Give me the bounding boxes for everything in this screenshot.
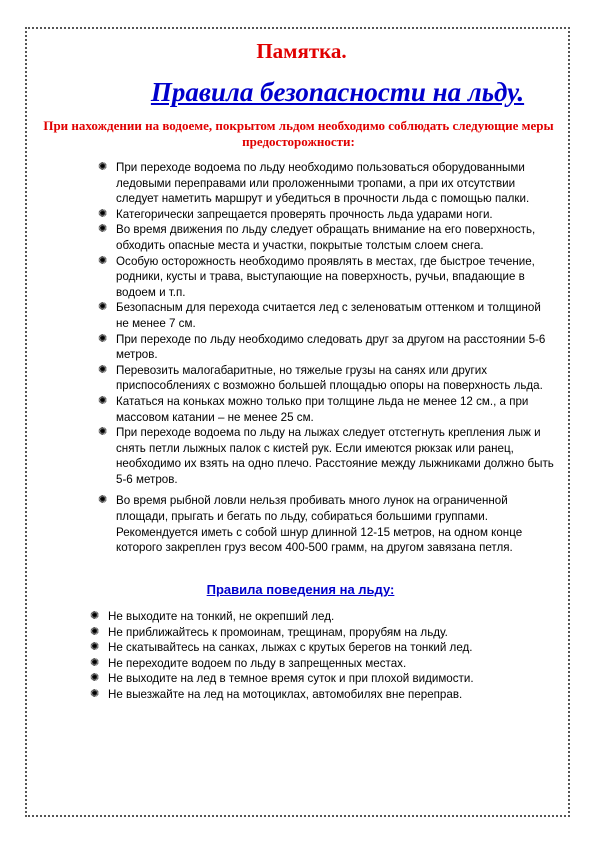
list-item: ✺ При переходе по льду необходимо следовать друг за другом на расстоянии 5-6 метров. xyxy=(98,332,556,363)
memo-subtitle: Правила безопасности на льду. xyxy=(150,77,525,107)
list-item: ✺ Не приближайтесь к промоинам, трещинам, прорубям на льду. xyxy=(90,625,560,641)
list-item: ✺ Не скатывайтесь на санках, лыжах с крутых берегов на тонкий лед. xyxy=(90,640,560,656)
list-item: ✺ Во время рыбной ловли нельзя пробивать много лунок на ограниченной площади, прыгать и бегать по льду, собираться большими группами. Рекомендуется иметь с собой шнур длинной 12-15 метров, на одном конце которого закреплен груз весом 400-500 грамм, на другом завязана петля. xyxy=(98,493,556,555)
list-item: ✺ Особую осторожность необходимо проявлять в местах, где быстрое течение, родники, кусты и трава, выступающие на поверхность, ручьи, впадающие в водоем и т.п. xyxy=(98,254,556,301)
list-item: ✺ Перевозить малогабаритные, но тяжелые грузы на санях или других приспособлениях с возможно большей площадью опоры на поверхность льда. xyxy=(98,363,556,394)
list-item: ✺ Кататься на коньках можно только при толщине льда не менее 12 см., а при массовом катании – не менее 25 см. xyxy=(98,394,556,425)
memo-title: Памятка. xyxy=(256,39,347,63)
list-item: ✺ Категорически запрещается проверять прочность льда ударами ноги. xyxy=(98,207,556,223)
list-item: ✺ При переходе водоема по льду на лыжах следует отстегнуть крепления лыж и снять петли лыжных палок с кистей рук. Если имеются рюкзак или ранец, необходимо их взять на одно плечо. Расстояние между лыжниками должно быть 5-6 метров. xyxy=(98,425,556,487)
list-item: ✺ Безопасным для перехода считается лед с зеленоватым оттенком и толщиной не менее 7 см. xyxy=(98,300,556,331)
list-item: ✺ При переходе водоема по льду необходимо пользоваться оборудованными ледовыми переправами или проложенными тропами, а при их отсутствии следует наметить маршрут и убедиться в прочности льда с помощью палки. xyxy=(98,160,556,207)
list-item: ✺ Во время движения по льду следует обращать внимание на его поверхность, обходить опасные места и участки, покрытые толстым слоем снега. xyxy=(98,222,556,253)
list-item: ✺ Не переходите водоем по льду в запрещенных местах. xyxy=(90,656,560,672)
list-item: ✺ Не выходите на тонкий, не окрепший лед. xyxy=(90,609,560,625)
list-item: ✺ Не выходите на лед в темное время суток и при плохой видимости. xyxy=(90,671,560,687)
behavior-rules-list xyxy=(90,609,560,703)
list-item: ✺ Не выезжайте на лед на мотоциклах, автомобилях вне переправ. xyxy=(90,687,560,703)
intro-text: При нахождении на водоеме, покрытом льдом необходимо соблюдать следующие меры предосторожности: xyxy=(43,118,554,149)
behavior-heading: Правила поведения на льду: xyxy=(206,582,395,597)
safety-rules-list xyxy=(98,160,556,556)
